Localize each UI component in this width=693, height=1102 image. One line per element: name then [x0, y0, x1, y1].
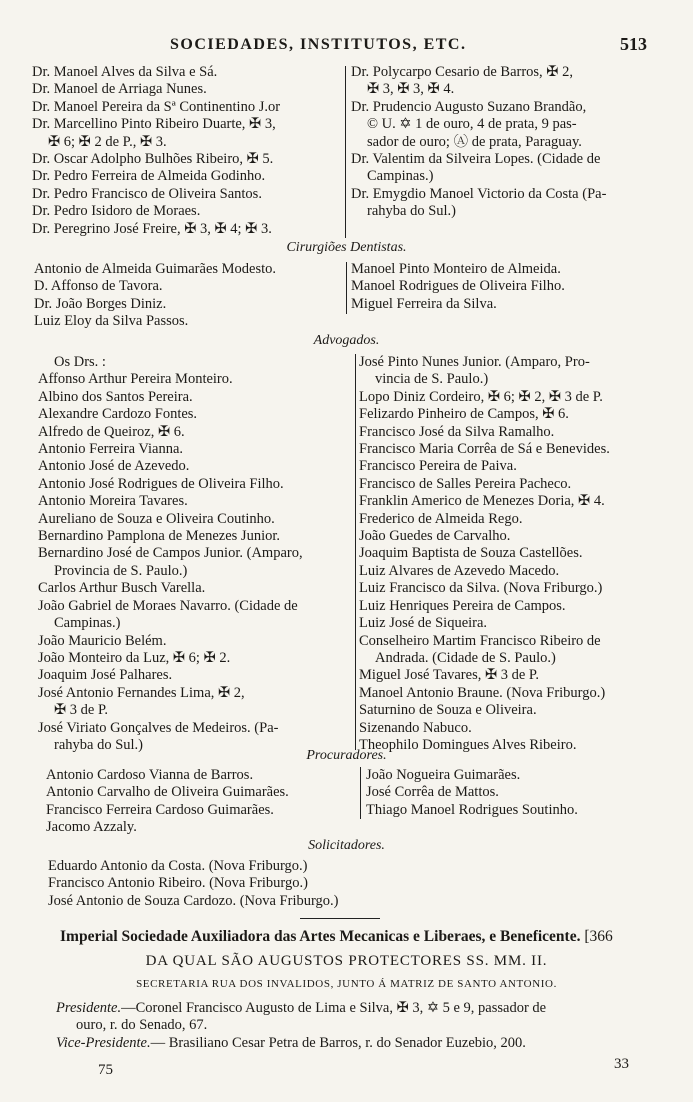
list-item: José Antonio de Souza Cardozo. (Nova Friburgo.) [48, 892, 339, 909]
running-header [0, 36, 693, 58]
list-item: Provincia de S. Paulo.) [54, 562, 188, 579]
list-item: Campinas.) [54, 615, 121, 632]
list-item: rahyba do Sul.) [367, 203, 456, 220]
list-item: Saturnino de Souza e Oliveira. [359, 702, 537, 719]
list-item: Francisco Ferreira Cardoso Guimarães. [46, 801, 274, 818]
list-item: Dr. Valentim da Silveira Lopes. (Cidade de [351, 151, 601, 168]
list-item: Manoel Rodrigues de Oliveira Filho. [351, 278, 565, 295]
list-item: Dr. Manoel Alves da Silva e Sá. [32, 64, 218, 80]
list-item: Os Drs. : [54, 354, 106, 370]
list-item: Francisco de Salles Pereira Pacheco. [359, 475, 572, 492]
list-item: João Guedes de Carvalho. [359, 528, 511, 545]
president-line [56, 1000, 676, 1017]
list-item: Conselheiro Martim Francisco Ribeiro de [359, 632, 601, 649]
list-item: Jacomo Azzaly. [46, 819, 137, 836]
list-item: ✠ 3 de P. [54, 702, 109, 719]
list-item: Theophilo Domingues Alves Ribeiro. [359, 736, 577, 753]
list-item: Lopo Diniz Cordeiro, ✠ 6; ✠ 2, ✠ 3 de P. [359, 388, 603, 405]
page-title: SOCIEDADES, INSTITUTOS, ETC. [170, 36, 467, 53]
list-item: Dr. Polycarpo Cesario de Barros, ✠ 2, [351, 64, 573, 80]
solicitors-list [48, 858, 648, 910]
list-item: Dr. Pedro Ferreira de Almeida Godinho. [32, 168, 266, 185]
list-item: Bernardino José de Campos Junior. (Amparo, [38, 545, 303, 562]
list-item: Antonio de Almeida Guimarães Modesto. [34, 261, 277, 277]
list-item: vincia de S. Paulo.) [375, 371, 489, 388]
footer-right-number: 33 [614, 1056, 629, 1072]
president-line-cont: ouro, r. do Senado, 67. [76, 1017, 208, 1034]
list-item: Luiz Francisco da Silva. (Nova Friburgo.) [359, 580, 603, 597]
list-item: Dr. João Borges Diniz. [34, 295, 167, 312]
list-item: ✠ 3, ✠ 3, ✠ 4. [367, 81, 455, 98]
list-item: Dr. Manoel Pereira da Sª Continentino J.or [32, 98, 281, 115]
list-item: Alexandre Cardozo Fontes. [38, 406, 198, 423]
list-item: Manoel Antonio Braune. (Nova Friburgo.) [359, 684, 606, 701]
list-item: Dr. Prudencio Augusto Suzano Brandão, [351, 98, 587, 115]
list-item: Felizardo Pinheiro de Campos, ✠ 6. [359, 406, 569, 423]
list-item: Francisco Antonio Ribeiro. (Nova Friburgo.) [48, 875, 308, 892]
society-title: Imperial Sociedade Auxiliadora das Artes Mecanicas e Liberaes, e Beneficente. [60, 928, 581, 945]
list-item: Luiz Henriques Pereira de Campos. [359, 597, 566, 614]
list-item: Antonio Carvalho de Oliveira Guimarães. [46, 784, 289, 801]
list-item: Dr. Peregrino José Freire, ✠ 3, ✠ 4; ✠ 3. [32, 220, 272, 237]
lawyers-left-column [38, 354, 354, 754]
section-heading-solicitors: Solicitadores. [308, 838, 385, 853]
dentists-right-column [351, 261, 671, 313]
physicians-left-column [32, 64, 344, 238]
vice-president-label: Vice-Presidente. [56, 1034, 151, 1051]
president-label: Presidente. [56, 1000, 122, 1016]
list-item: João Nogueira Guimarães. [366, 767, 521, 783]
list-item: Francisco Maria Corrêa de Sá e Benevides. [359, 441, 610, 458]
section-heading-dentists: Cirurgiões Dentistas. [286, 240, 407, 255]
column-divider [355, 354, 356, 750]
procurators-left-column [46, 767, 358, 837]
column-divider [346, 262, 347, 314]
list-item: sador de ouro; Ⓐ de prata, Paraguay. [367, 133, 582, 150]
list-item: José Antonio Fernandes Lima, ✠ 2, [38, 684, 245, 701]
dentists-left-column [34, 261, 344, 331]
list-item: João Mauricio Belém. [38, 632, 167, 649]
lawyers-right-column [359, 354, 673, 754]
separator-rule [300, 918, 380, 919]
list-item: José Corrêa de Mattos. [366, 784, 499, 801]
list-item: José Viriato Gonçalves de Medeiros. (Pa- [38, 719, 279, 736]
list-item: ✠ 6; ✠ 2 de P., ✠ 3. [48, 133, 167, 150]
list-item: Luiz José de Siqueira. [359, 615, 488, 632]
list-item: João Monteiro da Luz, ✠ 6; ✠ 2. [38, 649, 231, 666]
physicians-right-column [351, 64, 671, 221]
column-divider [360, 767, 361, 819]
list-item: © U. ✡ 1 de ouro, 4 de prata, 9 pas- [367, 116, 577, 133]
section-heading-procurators: Procuradores. [306, 748, 387, 763]
list-item: Franklin Americo de Menezes Doria, ✠ 4. [359, 493, 605, 510]
list-item: Eduardo Antonio da Costa. (Nova Friburgo.) [48, 858, 308, 874]
section-heading-lawyers: Advogados. [313, 333, 380, 348]
list-item: D. Affonso de Tavora. [34, 278, 163, 295]
society-title-line [60, 928, 613, 946]
list-item: Dr. Marcellino Pinto Ribeiro Duarte, ✠ 3, [32, 116, 276, 133]
list-item: Alfredo de Queiroz, ✠ 6. [38, 423, 185, 440]
list-item: João Gabriel de Moraes Navarro. (Cidade de [38, 597, 298, 614]
list-item: Antonio José de Azevedo. [38, 458, 190, 475]
list-item: Dr. Pedro Francisco de Oliveira Santos. [32, 185, 262, 202]
list-item: Joaquim Baptista de Souza Castellões. [359, 545, 583, 562]
society-officers [56, 1000, 676, 1052]
list-item: Dr. Pedro Isidoro de Moraes. [32, 203, 201, 220]
list-item: Antonio Cardoso Vianna de Barros. [46, 767, 254, 783]
list-item: José Pinto Nunes Junior. (Amparo, Pro- [359, 354, 590, 370]
society-number: [366 [584, 928, 613, 945]
list-item: Dr. Emygdio Manoel Victorio da Costa (Pa- [351, 185, 607, 202]
list-item: Francisco Pereira de Paiva. [359, 458, 517, 475]
president-text: —Coronel Francisco Augusto de Lima e Silva, ✠ 3, ✡ 5 e 9, passador de [121, 1000, 547, 1016]
society-protectors: DA QUAL SÃO AUGUSTOS PROTECTORES SS. MM. II. [145, 953, 548, 969]
list-item: Antonio José Rodrigues de Oliveira Filho. [38, 475, 284, 492]
list-item: Campinas.) [367, 168, 434, 185]
list-item: Manoel Pinto Monteiro de Almeida. [351, 261, 561, 277]
list-item: Miguel José Tavares, ✠ 3 de P. [359, 667, 540, 684]
list-item: Dr. Oscar Adolpho Bulhões Ribeiro, ✠ 5. [32, 151, 274, 168]
society-secretariat: SECRETARIA RUA DOS INVALIDOS, JUNTO Á MATRIZ DE SANTO ANTONIO. [136, 978, 557, 990]
list-item: Carlos Arthur Busch Varella. [38, 580, 206, 597]
list-item: Frederico de Almeida Rego. [359, 510, 523, 527]
list-item: Antonio Ferreira Vianna. [38, 441, 184, 458]
list-item: Dr. Manoel de Arriaga Nunes. [32, 81, 207, 98]
list-item: Andrada. (Cidade de S. Paulo.) [375, 649, 556, 666]
footer-left-number: 75 [98, 1062, 113, 1078]
list-item: rahyba do Sul.) [54, 736, 143, 753]
list-item: Joaquim José Palhares. [38, 667, 173, 684]
list-item: Bernardino Pamplona de Menezes Junior. [38, 528, 281, 545]
vice-president-text: — Brasiliano Cesar Petra de Barros, r. do Senador Euzebio, 200. [150, 1034, 526, 1051]
procurators-right-column [366, 767, 672, 819]
vice-president-line [56, 1035, 676, 1052]
list-item: Antonio Moreira Tavares. [38, 493, 188, 510]
list-item: Luiz Alvares de Azevedo Macedo. [359, 562, 560, 579]
list-item: Aureliano de Souza e Oliveira Coutinho. [38, 510, 275, 527]
list-item: Affonso Arthur Pereira Monteiro. [38, 371, 233, 388]
column-divider [345, 66, 346, 238]
list-item: Miguel Ferreira da Silva. [351, 295, 497, 312]
list-item: Francisco José da Silva Ramalho. [359, 423, 555, 440]
page-number: 513 [620, 34, 647, 54]
list-item: Luiz Eloy da Silva Passos. [34, 313, 189, 330]
list-item: Thiago Manoel Rodrigues Soutinho. [366, 801, 578, 818]
list-item: Sizenando Nabuco. [359, 719, 472, 736]
list-item: Albino dos Santos Pereira. [38, 388, 193, 405]
